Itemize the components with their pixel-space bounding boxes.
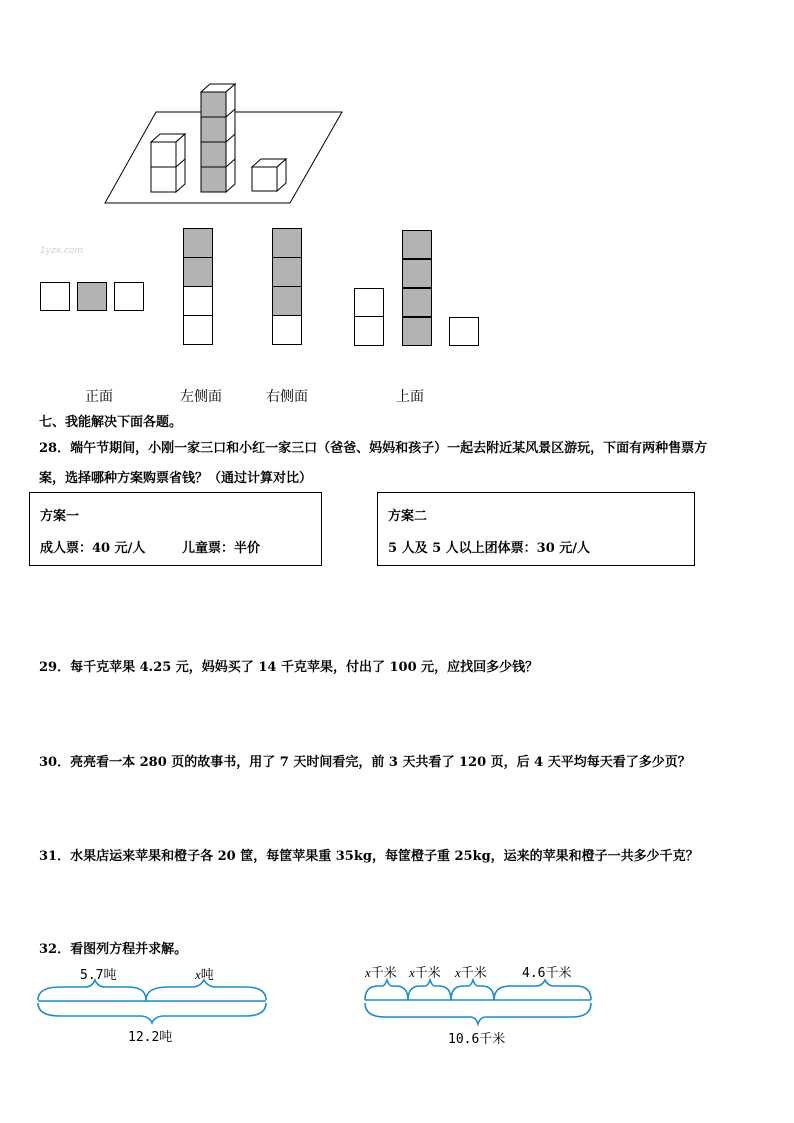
left-seg2-unit: 吨 [200,968,214,983]
label-right-side: 右侧面 [266,389,308,405]
right-seg-unit: 千米 [370,966,397,981]
right-seg2-label [409,962,441,981]
watermark: 1yzx.com [40,246,84,256]
plan1-title: 方案一 [40,509,80,524]
left-total-label: 12.2吨 [128,1030,173,1045]
label-top: 上面 [396,389,424,405]
right-seg-var: x [409,965,415,980]
left-seg1-label: 5.7吨 [80,968,117,983]
right-total-label: 10.6千米 [448,1032,506,1047]
right-seg-var: x [455,965,461,980]
right-seg3-label [455,962,487,981]
label-left-side: 左侧面 [180,389,222,405]
left-seg2-var: x [195,967,201,982]
plan2-title: 方案二 [388,509,428,524]
q28-line2: 案，选择哪种方案购票省钱？（通过计算对比） [39,471,313,486]
right-seg-unit: 千米 [460,966,487,981]
right-seg4-label: 4.6千米 [522,966,572,981]
right-seg-unit: 千米 [414,966,441,981]
q32-text: 32．看图列方程并求解。 [39,942,188,957]
q28-line1: 28．端午节期间，小刚一家三口和小红一家三口（爸爸、妈妈和孩子）一起去附近某风景区游玩，下面有两种售票方 [39,441,708,456]
section-title: 七、我能解决下面各题。 [39,415,183,430]
right-seg1-label [365,962,397,981]
plan1-adult-price: 成人票：40 元/人 [40,541,146,556]
q29-text: 29．每千克苹果 4.25 元，妈妈买了 14 千克苹果，付出了 100 元，应找回多少钱？ [39,660,539,675]
label-front: 正面 [85,389,113,405]
right-seg-var: x [365,965,371,980]
plan2-group-price: 5 人及 5 人以上团体票：30 元/人 [388,541,591,556]
q30-text: 30．亮亮看一本 280 页的故事书，用了 7 天时间看完，前 3 天共看了 120 页，后 4 天平均每天看了多少页？ [39,755,691,770]
q31-text: 31．水果店运来苹果和橙子各 20 筐，每筐苹果重 35kg，每筐橙子重 25kg，运来的苹果和橙子一共多少千克？ [39,849,699,864]
plan1-child-price: 儿童票：半价 [182,541,261,556]
